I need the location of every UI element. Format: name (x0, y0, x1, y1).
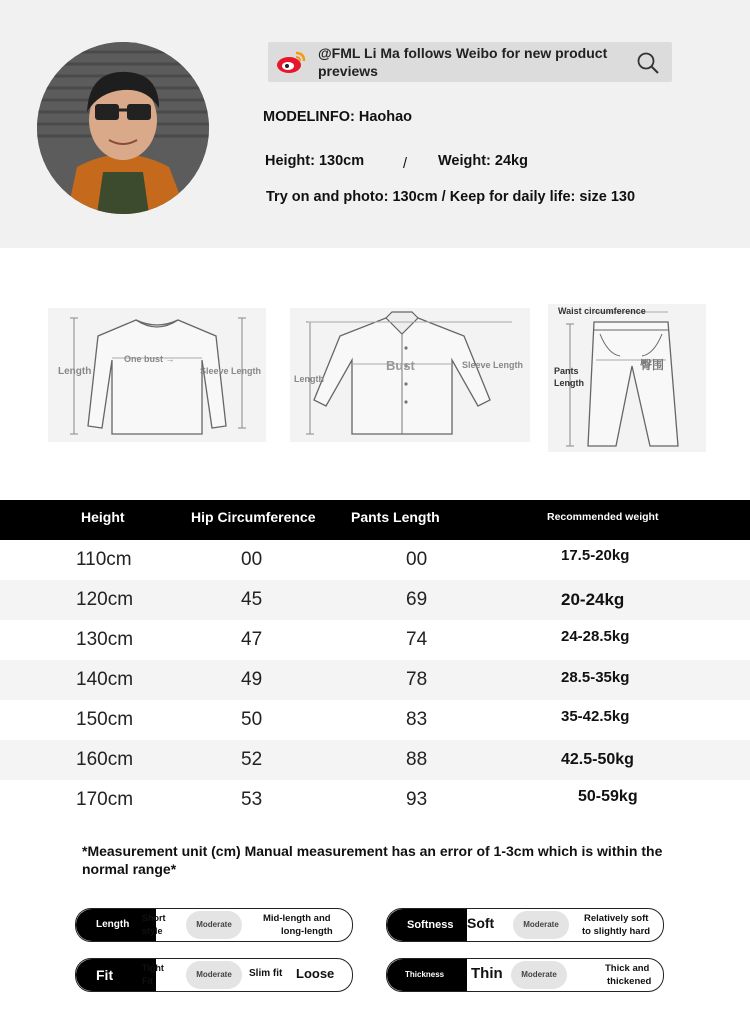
header-height: Height (81, 509, 125, 525)
pants-length-label-1: Pants (554, 366, 579, 376)
model-weight: Weight: 24kg (438, 153, 528, 169)
softness-scale-right-1: Relatively soft (584, 913, 649, 924)
model-info: MODELINFO: Haohao (263, 109, 413, 125)
pants-diagram (548, 304, 706, 452)
cell-pants-length: 88 (406, 749, 428, 770)
fit-scale-left-1: Tight (142, 963, 164, 973)
length-scale-right-1: Mid-length and (263, 913, 331, 924)
cell-height: 130cm (76, 629, 134, 650)
shirt-bust-label: Bust (386, 358, 415, 373)
cell-height: 120cm (76, 589, 134, 610)
fit-scale-slim: Slim fit (249, 968, 283, 979)
size-table-header (0, 500, 750, 540)
header-weight: Recommended weight (547, 511, 659, 523)
cell-height: 140cm (76, 669, 134, 690)
softness-scale (386, 908, 664, 942)
cell-weight: 42.5-50kg (561, 751, 634, 768)
fit-scale (75, 958, 353, 992)
tshirt-sleeve-label: Sleeve Length (200, 366, 262, 376)
length-scale-label: Length (76, 909, 156, 941)
softness-scale-right-2: to slightly hard (582, 926, 651, 937)
length-scale-right-2: long-length (281, 926, 333, 937)
tshirt-length-label: Length (58, 366, 92, 377)
cell-hip: 50 (241, 709, 263, 730)
header-hip: Hip Circumference (191, 509, 316, 525)
cell-weight: 50-59kg (578, 788, 638, 805)
table-row (0, 660, 750, 700)
model-photo (37, 42, 209, 214)
thickness-scale-label: Thickness (387, 959, 467, 991)
cell-weight: 35-42.5kg (561, 708, 630, 725)
cell-hip: 52 (241, 749, 263, 770)
table-row (0, 540, 750, 580)
shirt-sleeve-label: Sleeve Length (462, 360, 524, 370)
thickness-scale-right-2: thickened (607, 976, 652, 987)
weibo-icon (276, 49, 306, 75)
tshirt-bust-label: One bust → (124, 354, 175, 364)
thickness-scale (386, 958, 664, 992)
softness-scale-label: Softness (387, 909, 467, 941)
cell-hip: 53 (241, 789, 263, 810)
cell-hip: 45 (241, 589, 263, 610)
table-row (0, 700, 750, 740)
cell-hip: 00 (241, 549, 263, 570)
cell-pants-length: 83 (406, 709, 428, 730)
cell-height: 110cm (76, 549, 132, 570)
weibo-banner[interactable] (268, 42, 672, 82)
tshirt-diagram (48, 308, 266, 442)
model-height: Height: 130cm (265, 153, 365, 169)
shirt-length-label: Length (294, 374, 324, 384)
thickness-scale-right-1: Thick and (605, 963, 650, 974)
cell-pants-length: 93 (406, 789, 428, 810)
fit-scale-label: Fit (76, 959, 156, 991)
fit-scale-left-2: Fit (142, 976, 153, 986)
table-row (0, 620, 750, 660)
banner-text: @FML Li Ma follows Weibo for new product previews (318, 45, 608, 79)
shirt-diagram (290, 308, 530, 442)
cell-pants-length: 00 (406, 549, 428, 570)
cell-hip: 47 (241, 629, 263, 650)
cell-height: 150cm (76, 709, 134, 730)
fit-scale-moderate: Moderate (186, 961, 242, 989)
measurement-note: *Measurement unit (cm) Manual measurement has an error of 1-3cm which is within the normal range* (82, 843, 663, 877)
softness-scale-left: Soft (467, 915, 495, 931)
pants-length-label-2: Length (554, 378, 584, 388)
cell-height: 160cm (76, 749, 134, 770)
cell-weight: 20-24kg (561, 590, 625, 609)
length-scale (75, 908, 353, 942)
cell-weight: 28.5-35kg (561, 669, 630, 686)
length-scale-left-2: style (142, 926, 163, 936)
thickness-scale-moderate: Moderate (511, 961, 567, 989)
table-row (0, 580, 750, 620)
info-separator: / (403, 156, 408, 172)
table-row (0, 780, 750, 820)
header-pants-length: Pants Length (351, 509, 440, 525)
length-scale-left-1: Short (142, 913, 166, 923)
pants-waist-label: Waist circumference (558, 306, 646, 316)
softness-scale-moderate: Moderate (513, 911, 569, 939)
cell-pants-length: 78 (406, 669, 428, 690)
cell-weight: 17.5-20kg (561, 547, 630, 564)
cell-pants-length: 69 (406, 589, 428, 610)
search-icon[interactable] (636, 51, 660, 75)
cell-height: 170cm (76, 789, 134, 810)
tryon-info: Try on and photo: 130cm / Keep for daily life: size 130 (266, 189, 636, 205)
shirt-drawing (290, 308, 530, 442)
measurement-diagrams (0, 248, 750, 500)
pants-hip-label: 臀围 (640, 358, 665, 372)
cell-pants-length: 74 (406, 629, 428, 650)
cell-weight: 24-28.5kg (561, 628, 630, 645)
model-header (0, 0, 750, 248)
cell-hip: 49 (241, 669, 263, 690)
table-row (0, 740, 750, 780)
fit-scale-loose: Loose (296, 966, 335, 981)
length-scale-moderate: Moderate (186, 911, 242, 939)
model-avatar (37, 42, 209, 214)
thickness-scale-left: Thin (471, 965, 503, 982)
